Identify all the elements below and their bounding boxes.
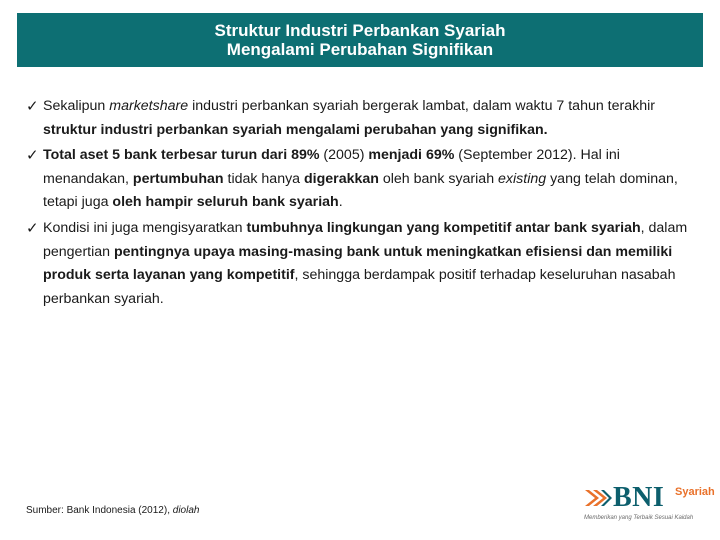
bullet-text-run: marketshare [109,98,189,114]
bullet-text-run: industri perbankan syariah bergerak lambat, dalam waktu 7 tahun terakhir [188,98,655,114]
bullet-text-run: oleh bank syariah [378,170,499,187]
bullet-text [43,220,687,307]
bullet-text-run: (September 2012). Hal ini menandakan, [43,147,620,187]
source-prefix: Sumber: Bank Indonesia (2012), [26,505,173,516]
bullet-item [26,95,706,142]
source-suffix: diolah [172,505,200,516]
bullet-text-run: struktur industri perbankan syariah mengalami perubahan yang signifikan. [43,121,548,138]
bullet-text-run: , dalam pengertian [43,219,688,260]
bullet-list [26,95,706,313]
bullet-text-run: . [338,194,343,211]
bullet-text-run: menjadi 69% [368,147,455,164]
title-line-1: Struktur Industri Perbankan Syariah [214,21,506,40]
checkmark-icon: ✓ [26,147,39,165]
bullet-text-run: oleh hampir seluruh bank syariah [112,194,339,211]
bullet-text-run: existing [498,170,547,187]
bullet-item [26,144,706,215]
bullet-text-run: tumbuhnya lingkungan yang kompetitif antar bank syariah [246,219,641,236]
checkmark-icon: ✓ [26,98,39,115]
logo-brand: BNI [613,482,665,513]
title-line-2: Mengalami Perubahan Signifikan [226,40,494,59]
bullet-text-run: Kondisi ini juga mengisyaratkan [43,219,247,236]
bni-logo-mark-icon [583,486,613,510]
bullet-text-run: pentingnya upaya masing-masing bank untuk meningkatkan efisiensi dan memiliki produk serta layanan yang kompetitif [43,243,673,284]
logo-sub: Syariah [675,486,715,498]
bullet-text-run: tidak hanya [223,170,305,187]
bullet-text-run: pertumbuhan [132,170,224,187]
bullet-item [26,217,706,311]
bullet-text-run: (2005) [319,147,369,164]
bullet-text [43,98,655,138]
checkmark-icon: ✓ [26,219,39,237]
slide-title [17,13,703,67]
bullet-text-run: Total aset 5 bank terbesar turun dari 89% [43,147,320,164]
source-note [26,505,199,516]
bullet-text-run: Sekalipun [43,98,110,114]
bullet-text-run: digerakkan [304,170,379,187]
bni-syariah-logo [583,482,715,530]
logo-tagline: Memberikan yang Terbaik Sesuai Kaidah [584,515,694,521]
bullet-text-run: , sehingga berdampak positif terhadap keseluruhan nasabah perbankan syariah. [43,267,676,307]
bullet-text-run: yang telah dominan, tetapi juga [43,170,678,211]
bullet-text [43,147,678,210]
